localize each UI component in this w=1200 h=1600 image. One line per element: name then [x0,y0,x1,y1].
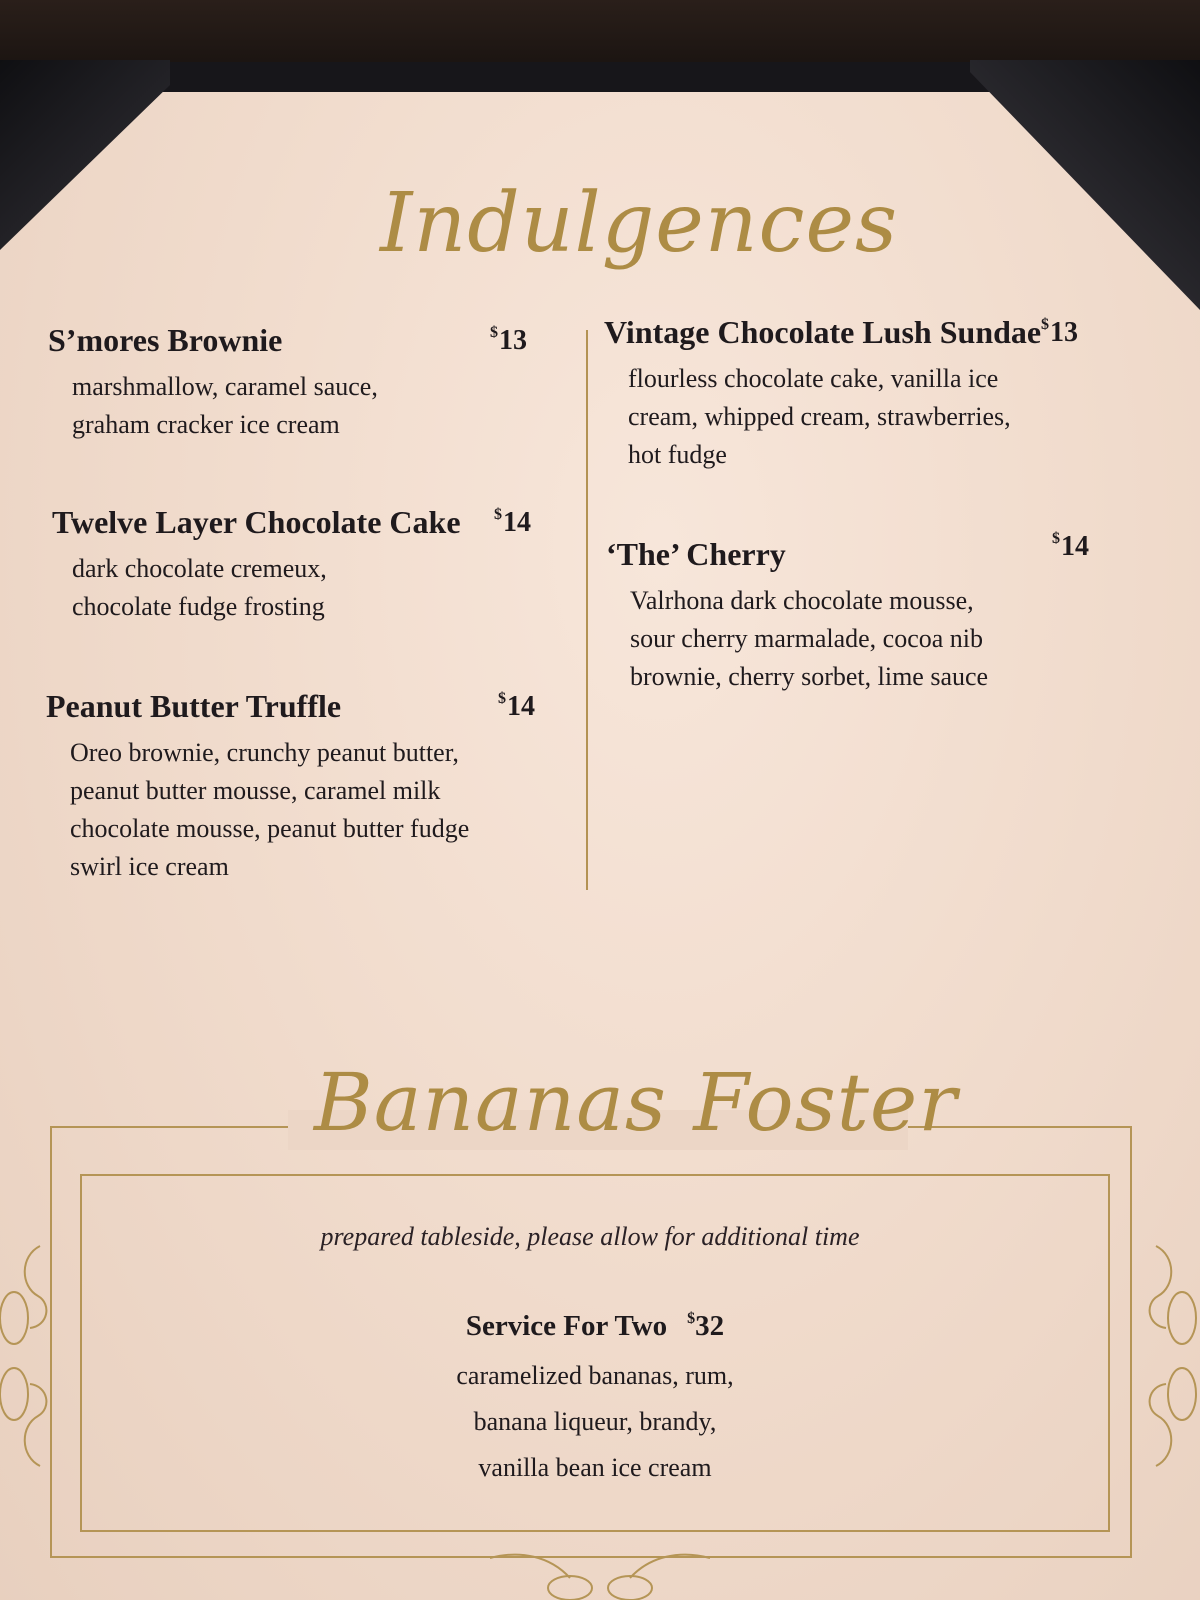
section-title-indulgences: Indulgences [380,176,899,271]
item-name: Peanut Butter Truffle [46,688,342,724]
price-value: 14 [507,691,535,722]
item-name: S’mores Brownie [48,322,283,358]
description-line: marshmallow, caramel sauce, [72,372,378,401]
currency-symbol: $ [1041,316,1049,333]
description-line: Valrhona dark chocolate mousse, [630,586,974,615]
item-price [490,324,527,357]
description-line: banana liqueur, brandy, [473,1407,717,1436]
item-description [628,360,1011,474]
menu-item-vintage-chocolate-lush-sundae [604,314,1104,474]
description-line: graham cracker ice cream [72,410,340,439]
item-name: Vintage Chocolate Lush Sundae [604,314,1042,350]
description-line: sour cherry marmalade, cocoa nib [630,624,984,653]
item-description [630,582,988,696]
description-line: Oreo brownie, crunchy peanut butter, [70,738,459,767]
item-price [1041,316,1078,349]
item-description [72,550,327,626]
currency-symbol: $ [494,506,502,523]
menu-item-smores-brownie [48,322,548,442]
currency-symbol: $ [1052,530,1060,547]
right-scroll-ornament-icon [1136,1236,1200,1476]
item-price [1052,530,1089,563]
description-line: hot fudge [628,440,727,469]
menu-item-peanut-butter-truffle [46,688,556,888]
column-divider [586,330,588,890]
item-price [494,506,531,539]
menu-item-the-cherry [606,530,1126,696]
item-price [498,690,535,723]
description-line: cream, whipped cream, strawberries, [628,402,1011,431]
section-title-bananas-foster: Bananas Foster [314,1056,958,1149]
menu-item-twelve-layer-chocolate-cake [52,504,552,624]
service-name: Service For Two [465,1310,668,1342]
item-name: Twelve Layer Chocolate Cake [52,504,461,540]
currency-symbol: $ [687,1310,696,1327]
description-line: vanilla bean ice cream [478,1453,712,1482]
price-value: 13 [1050,317,1078,348]
price-value: 14 [503,507,531,538]
item-description [72,368,378,444]
service-for-two [0,1310,1190,1491]
currency-symbol: $ [490,324,498,341]
item-description [70,734,469,886]
description-line: dark chocolate cremeux, [72,554,327,583]
service-price: 32 [695,1310,725,1342]
description-line: brownie, cherry sorbet, lime sauce [630,662,989,691]
bottom-scroll-ornament-icon [480,1548,720,1600]
service-description [0,1353,1190,1491]
price-value: 14 [1061,531,1089,562]
description-line: peanut butter mousse, caramel milk [70,776,441,805]
price-value: 13 [499,325,527,356]
currency-symbol: $ [498,690,506,707]
tableside-note: prepared tableside, please allow for additional time [320,1222,860,1251]
description-line: flourless chocolate cake, vanilla ice [628,364,999,393]
description-line: chocolate mousse, peanut butter fudge [70,814,470,843]
item-name: ‘The’ Cherry [606,536,786,572]
left-scroll-ornament-icon [0,1236,60,1476]
description-line: chocolate fudge frosting [72,592,325,621]
description-line: swirl ice cream [70,852,229,881]
description-line: caramelized bananas, rum, [456,1361,734,1390]
service-heading [0,1310,1190,1343]
